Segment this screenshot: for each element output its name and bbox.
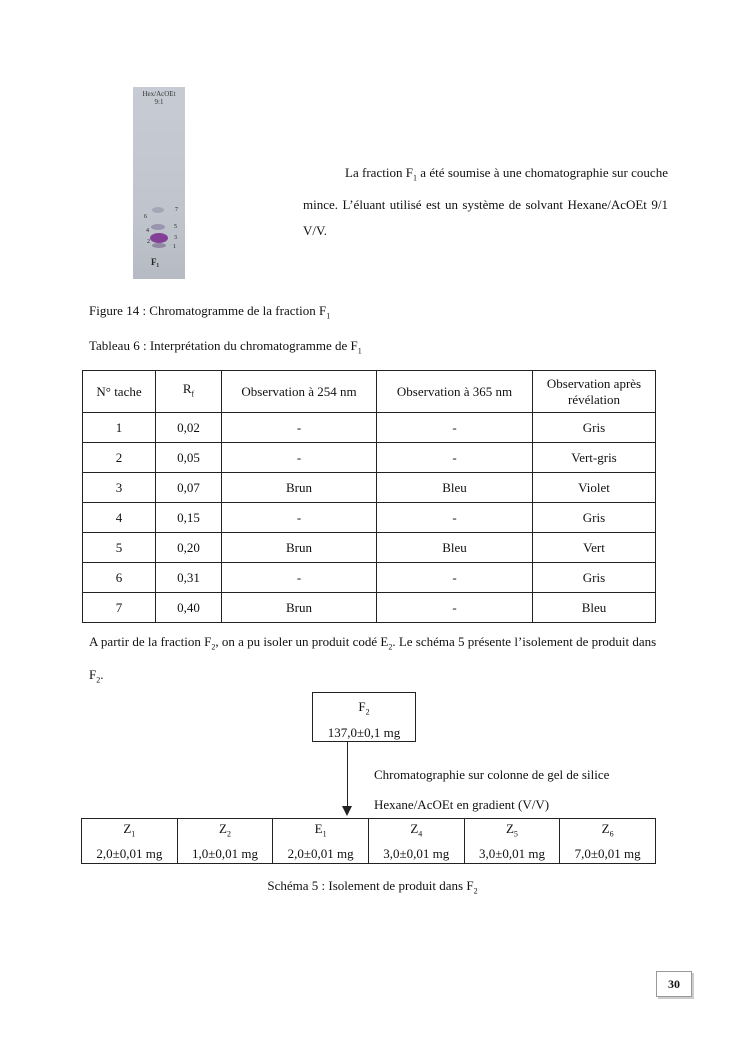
header-obs254: Observation à 254 nm [222,371,377,413]
zone-sub: 2 [226,829,231,839]
header-rf-text: R [182,380,192,396]
intro-text-rest: a été soumise à une chomatographie sur couche mince. L’éluant utilisé est un système de solvant Hexane/AcOEt 9/1 V/V. [303,165,668,238]
table-cell-rev: Vert-gris [533,443,656,473]
header-obs-rev: Observation après révélation [533,371,656,413]
scheme-arrow-line [347,742,348,810]
table-cell-obs365: Bleu [377,533,533,563]
p2-a-sub: 2 [211,642,216,652]
f2-name: F [358,699,366,714]
scheme-caption-sub: 2 [473,886,478,896]
zone-mass: 3,0±0,01 mg [478,845,545,861]
plate-spot-number: 5 [174,224,177,230]
table-caption [89,338,362,356]
header-obs365: Observation à 365 nm [377,371,533,413]
zones-table [81,818,656,864]
zone-sub: 5 [513,829,518,839]
method-line-1: Chromatographie sur colonne de gel de silice [374,767,610,782]
zone-label [178,819,273,844]
plate-spot-number: 6 [144,214,147,220]
table-row [83,503,656,533]
table-cell-n: 3 [83,473,156,503]
zone-cell [368,819,464,864]
plate-spot-number: 4 [146,228,149,234]
zone-sub: 4 [418,829,423,839]
zone-sub: 1 [131,829,136,839]
table-cell-rf: 0,07 [156,473,222,503]
table-cell-obs254: Brun [222,473,377,503]
scheme-method [374,760,609,820]
table-cell-obs365: - [377,563,533,593]
zone-mass: 7,0±0,01 mg [574,845,641,861]
zone-mass: 3,0±0,01 mg [383,845,450,861]
table-cell-obs365: - [377,503,533,533]
zones-row [82,819,656,864]
header-rf-sub: f [191,389,195,399]
plate-bottom-label: F₁ [151,257,160,267]
plate-spot-number: 2 [147,239,150,245]
p2-b: , on a pu isoler un produit codé E [215,634,389,649]
tlc-plate-image [133,87,185,279]
table-cell-obs254: - [222,503,377,533]
method-line-2: Hexane/AcOEt en gradient (V/V) [374,797,550,812]
zone-cell [273,819,369,864]
arrow-down-icon [342,806,352,816]
zone-name: Z [219,821,227,837]
table-cell-rf: 0,05 [156,443,222,473]
table-cell-obs254: - [222,563,377,593]
zone-name: Z [123,821,132,837]
table-cell-obs254: Brun [222,533,377,563]
plate-spot-number: 3 [174,235,177,241]
table-cell-rf: 0,40 [156,593,222,623]
zone-cell [464,819,560,864]
zone-name: Z [505,821,514,837]
p2-c: . Le schéma 5 présente l’isolement de produit dans F [89,634,657,682]
table-cell-n: 6 [83,563,156,593]
table-cell-n: 7 [83,593,156,623]
tlc-spot [152,243,166,248]
page-number: 30 [656,971,692,997]
table-header-row [83,371,656,413]
table-cell-obs254: - [222,413,377,443]
table-caption-sub: 1 [357,346,362,356]
plate-spot-number: 1 [173,244,176,250]
table-caption-text: Tableau 6 : Interprétation du chromatogramme de F [89,338,358,353]
table-cell-rf: 0,31 [156,563,222,593]
scheme-caption [0,878,745,896]
figure-caption [89,303,330,321]
p2-d: . [100,666,104,682]
table-cell-n: 2 [83,443,156,473]
intro-subscript: 1 [412,173,417,183]
table-cell-rev: Gris [533,563,656,593]
tlc-spot [150,233,168,243]
table-row [83,443,656,473]
table-cell-obs365: - [377,593,533,623]
table-cell-obs365: - [377,413,533,443]
figure-caption-sub: 1 [326,311,331,321]
zone-cell [82,819,178,864]
table-row [83,413,656,443]
table-row [83,593,656,623]
zone-name: Z [601,821,610,837]
fraction-f2-box [312,692,416,742]
zone-name: E [314,821,323,837]
table-row [83,563,656,593]
table-cell-rev: Bleu [533,593,656,623]
table-cell-rf: 0,02 [156,413,222,443]
interpretation-table [82,370,656,623]
f2-mass: 137,0±0,1 mg [327,724,401,740]
table-cell-n: 5 [83,533,156,563]
figure-caption-text: Figure 14 : Chromatogramme de la fraction F [89,303,327,318]
plate-spot-number: 7 [175,207,178,213]
zone-mass: 1,0±0,01 mg [191,845,258,861]
table-cell-n: 1 [83,413,156,443]
zone-mass: 2,0±0,01 mg [96,845,163,861]
zone-label [82,819,177,844]
intro-text: La fraction F [345,165,413,180]
table-row [83,473,656,503]
zone-sub: 1 [322,829,327,839]
intro-paragraph [303,160,668,244]
table-cell-rev: Violet [533,473,656,503]
table-cell-n: 4 [83,503,156,533]
p2-a: A partir de la fraction F [89,634,212,649]
f2-sub: 2 [365,707,370,717]
zone-sub: 6 [609,829,614,839]
table-cell-rev: Gris [533,413,656,443]
zone-name: Z [410,821,419,837]
table-cell-rev: Gris [533,503,656,533]
scheme-caption-text: Schéma 5 : Isolement de produit dans F [267,878,474,893]
table-cell-rev: Vert [533,533,656,563]
zone-label [465,819,560,844]
table-cell-rf: 0,20 [156,533,222,563]
table-cell-obs254: - [222,443,377,473]
f2-label [313,697,415,723]
table-cell-rf: 0,15 [156,503,222,533]
tlc-spot [152,207,164,213]
table-cell-obs254: Brun [222,593,377,623]
plate-top-label: Hex/AcOEt [142,90,176,98]
table-cell-obs365: Bleu [377,473,533,503]
zone-label [273,819,368,844]
zone-cell [560,819,656,864]
zone-mass: 2,0±0,01 mg [287,845,354,861]
p2-b-sub: 2 [388,642,393,652]
tlc-spot [151,224,165,230]
zone-label [560,819,655,844]
zone-cell [177,819,273,864]
header-n-tache: N° tache [83,371,156,413]
table-cell-obs365: - [377,443,533,473]
header-rf [156,371,222,413]
plate-top-ratio: 9:1 [154,98,164,106]
isolation-paragraph [89,628,659,693]
zone-label [369,819,464,844]
table-row [83,533,656,563]
p2-c-sub: 2 [96,675,101,685]
